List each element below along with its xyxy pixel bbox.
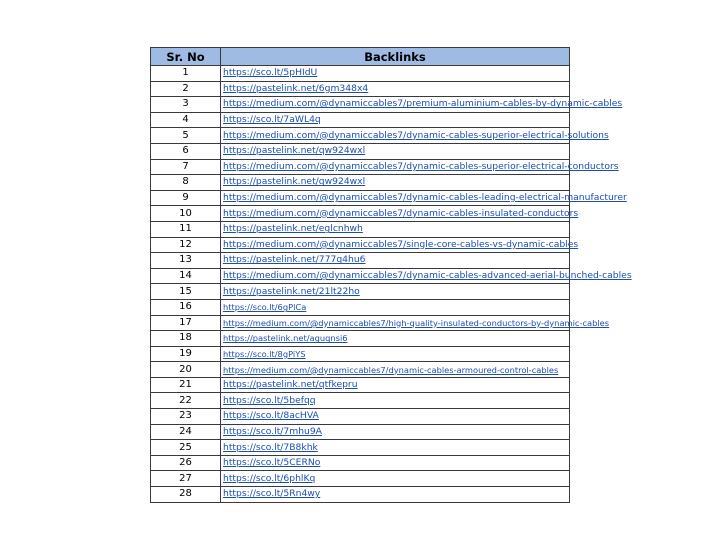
backlink-cell — [221, 128, 609, 144]
backlink-cell — [221, 253, 570, 269]
backlink-cell — [221, 440, 570, 456]
backlink-url[interactable]: https://pastelink.net/6gm348x4 — [223, 82, 369, 94]
backlink-url[interactable]: https://medium.com/@dynamiccables7/dynamic-cables-armoured-control-cables — [223, 364, 559, 375]
row-number: 22 — [151, 393, 221, 409]
backlink-url[interactable]: https://pastelink.net/qw924wxl — [223, 176, 366, 188]
table-row — [151, 190, 570, 206]
row-number: 27 — [151, 471, 221, 487]
backlink-url[interactable]: https://medium.com/@dynamiccables7/dynamic-cables-leading-electrical-manufacturer — [223, 192, 627, 204]
row-number: 15 — [151, 284, 221, 300]
backlink-cell — [221, 299, 570, 315]
backlink-cell — [221, 97, 623, 113]
backlink-cell — [221, 424, 570, 440]
table-row — [151, 409, 570, 425]
row-number: 13 — [151, 253, 221, 269]
backlink-cell — [221, 409, 570, 425]
row-number: 14 — [151, 268, 221, 284]
backlink-url[interactable]: https://medium.com/@dynamiccables7/dynamic-cables-superior-electrical-conductors — [223, 160, 619, 172]
backlink-cell — [221, 81, 570, 97]
backlink-url[interactable]: https://pastelink.net/21lt22ho — [223, 285, 360, 297]
table-row — [151, 440, 570, 456]
table-row — [151, 268, 570, 284]
backlink-url[interactable]: https://sco.lt/5befqq — [223, 394, 316, 406]
row-number: 17 — [151, 315, 221, 331]
backlink-cell — [221, 487, 570, 503]
backlink-url[interactable]: https://medium.com/@dynamiccables7/single-core-cables-vs-dynamic-cables — [223, 238, 579, 250]
row-number: 16 — [151, 299, 221, 315]
backlink-url[interactable]: https://pastelink.net/qw924wxl — [223, 145, 366, 157]
backlink-cell — [221, 175, 570, 191]
table-row — [151, 221, 570, 237]
backlink-url[interactable]: https://sco.lt/5CERNo — [223, 457, 321, 469]
row-number: 3 — [151, 97, 221, 113]
table-row — [151, 112, 570, 128]
backlink-url[interactable]: https://sco.lt/5pHIdU — [223, 67, 318, 79]
backlink-cell — [221, 66, 570, 82]
backlink-cell — [221, 206, 579, 222]
table-row — [151, 299, 570, 315]
table-row — [151, 377, 570, 393]
row-number: 26 — [151, 455, 221, 471]
table-row — [151, 471, 570, 487]
backlink-url[interactable]: https://medium.com/@dynamiccables7/premium-aluminium-cables-by-dynamic-cables — [223, 98, 623, 110]
backlink-cell — [221, 284, 570, 300]
row-number: 4 — [151, 112, 221, 128]
row-number: 12 — [151, 237, 221, 253]
table-row — [151, 331, 570, 347]
backlink-url[interactable]: https://sco.lt/5Rn4wy — [223, 488, 321, 500]
backlink-url[interactable]: https://pastelink.net/aguqnsi6 — [223, 333, 348, 344]
backlink-cell — [221, 377, 570, 393]
backlink-cell — [221, 393, 570, 409]
header-sr-no: Sr. No — [151, 48, 221, 66]
backlink-url[interactable]: https://medium.com/@dynamiccables7/high-quality-insulated-conductors-by-dynamic-cables — [223, 317, 610, 328]
row-number: 9 — [151, 190, 221, 206]
backlink-url[interactable]: https://medium.com/@dynamiccables7/dynamic-cables-superior-electrical-solutions — [223, 129, 609, 141]
table-row — [151, 424, 570, 440]
backlink-url[interactable]: https://sco.lt/6phlKq — [223, 472, 316, 484]
backlink-url[interactable]: https://medium.com/@dynamiccables7/dynamic-cables-insulated-conductors — [223, 207, 579, 219]
backlink-url[interactable]: https://pastelink.net/qtfkepru — [223, 379, 358, 391]
backlink-url[interactable]: https://medium.com/@dynamiccables7/dynamic-cables-advanced-aerial-bunched-cables — [223, 270, 632, 282]
table-row — [151, 284, 570, 300]
backlink-cell — [221, 471, 570, 487]
table-body — [151, 66, 632, 503]
backlink-url[interactable]: https://sco.lt/7aWL4q — [223, 114, 321, 126]
backlink-cell — [221, 159, 619, 175]
table-row — [151, 97, 570, 113]
backlink-url[interactable]: https://pastelink.net/eglcnhwh — [223, 223, 363, 235]
table-row — [151, 393, 570, 409]
backlink-cell — [221, 268, 632, 284]
backlink-url[interactable]: https://sco.lt/7mhu9A — [223, 425, 322, 437]
table-row — [151, 159, 570, 175]
table-row — [151, 455, 570, 471]
row-number: 18 — [151, 331, 221, 347]
row-number: 8 — [151, 175, 221, 191]
backlink-cell — [221, 331, 570, 347]
backlink-cell — [221, 315, 610, 331]
row-number: 21 — [151, 377, 221, 393]
table-row — [151, 487, 570, 503]
backlinks-table — [150, 47, 632, 503]
backlink-cell — [221, 362, 570, 378]
backlink-url[interactable]: https://sco.lt/7B8khk — [223, 441, 318, 453]
backlink-url[interactable]: https://sco.lt/8acHVA — [223, 410, 319, 422]
backlink-cell — [221, 237, 579, 253]
table-row — [151, 128, 570, 144]
backlink-cell — [221, 112, 570, 128]
table-row — [151, 66, 570, 82]
table-row — [151, 346, 570, 362]
backlink-url[interactable]: https://sco.lt/8gPiYS — [223, 348, 306, 359]
backlink-cell — [221, 190, 627, 206]
backlink-cell — [221, 221, 570, 237]
row-number: 24 — [151, 424, 221, 440]
row-number: 11 — [151, 221, 221, 237]
row-number: 25 — [151, 440, 221, 456]
row-number: 5 — [151, 128, 221, 144]
row-number: 28 — [151, 487, 221, 503]
backlink-cell — [221, 143, 570, 159]
backlink-url[interactable]: https://sco.lt/6gPlCa — [223, 302, 307, 313]
table-row — [151, 175, 570, 191]
row-number: 20 — [151, 362, 221, 378]
header-backlinks: Backlinks — [221, 48, 570, 66]
backlink-cell — [221, 455, 570, 471]
row-number: 10 — [151, 206, 221, 222]
table-row — [151, 362, 570, 378]
table-row — [151, 237, 570, 253]
backlink-cell — [221, 346, 570, 362]
table-row — [151, 315, 570, 331]
row-number: 1 — [151, 66, 221, 82]
table-row — [151, 253, 570, 269]
header-row — [151, 48, 570, 66]
table-row — [151, 81, 570, 97]
table-row — [151, 206, 570, 222]
row-number: 7 — [151, 159, 221, 175]
row-number: 6 — [151, 143, 221, 159]
row-number: 19 — [151, 346, 221, 362]
backlink-url[interactable]: https://pastelink.net/777q4hu6 — [223, 254, 366, 266]
table-row — [151, 143, 570, 159]
row-number: 23 — [151, 409, 221, 425]
row-number: 2 — [151, 81, 221, 97]
